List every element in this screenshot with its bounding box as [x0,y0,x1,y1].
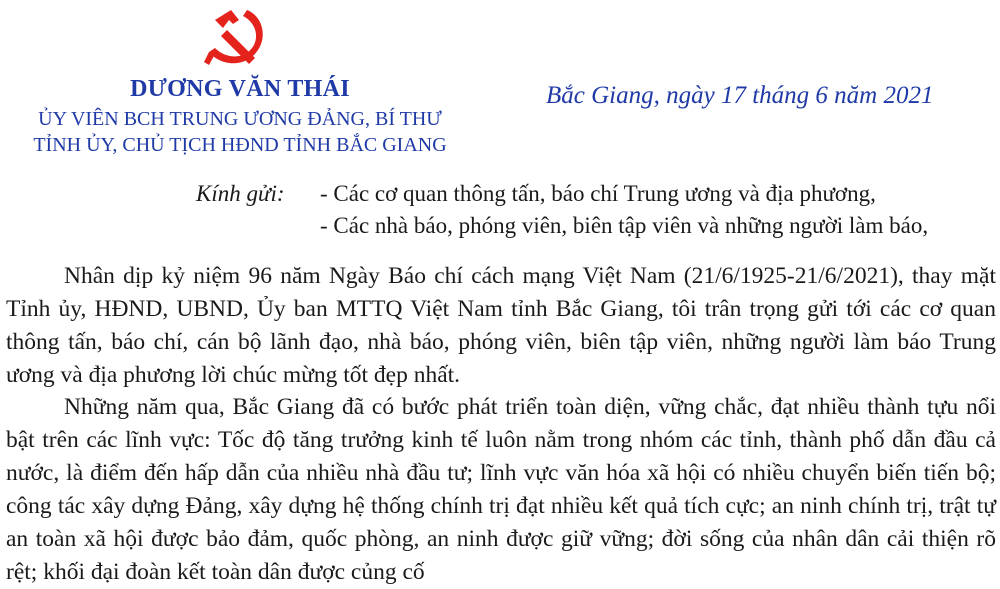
greeting-label: Kính gửi: [196,181,285,206]
author-title-line1: ỦY VIÊN BCH TRUNG ƯƠNG ĐẢNG, BÍ THƯ [38,108,442,130]
author-title-line2: TỈNH ỦY, CHỦ TỊCH HĐND TỈNH BẮC GIANG [33,134,447,156]
recipient-line-1: - Các cơ quan thông tấn, báo chí Trung ương và địa phương, [320,181,876,206]
body-paragraph-1: Nhân dịp kỷ niệm 96 năm Ngày Báo chí cách mạng Việt Nam (21/6/1925-21/6/2021), thay mặt Tỉnh ủy, HĐND, UBND, Ủy ban MTTQ Việt Nam tỉnh Bắc Giang, tôi trân trọng gửi tới các cơ quan thông tấn, báo chí, cán bộ lãnh đạo, nhà báo, phóng viên, biên tập viên, những người làm báo Trung ương và địa phương lời chúc mừng tốt đẹp nhất. [6,263,996,388]
date-line: Bắc Giang, ngày 17 tháng 6 năm 2021 [546,82,934,109]
hammer-sickle-icon [203,4,273,70]
recipient-line-2: - Các nhà báo, phóng viên, biên tập viên và những người làm báo, [320,213,929,238]
author-name: DƯƠNG VĂN THÁI [130,76,350,102]
body-paragraph-2: Những năm qua, Bắc Giang đã có bước phát triển toàn diện, vững chắc, đạt nhiều thành tựu nổi bật trên các lĩnh vực: Tốc độ tăng trưởng kinh tế luôn nằm trong nhóm các tỉnh, thành phố dẫn đầu cả nước, là điểm đến hấp dẫn của nhiều nhà đầu tư; lĩnh vực văn hóa xã hội có nhiều chuyển biến tiến bộ; công tác xây dựng Đảng, xây dựng hệ thống chính trị đạt nhiều kết quả tích cực; an ninh chính trị, trật tự an toàn xã hội được bảo đảm, quốc phòng, an ninh được giữ vững; đời sống của nhân dân cải thiện rõ rệt; khối đại đoàn kết toàn dân được củng cố [6,394,996,585]
